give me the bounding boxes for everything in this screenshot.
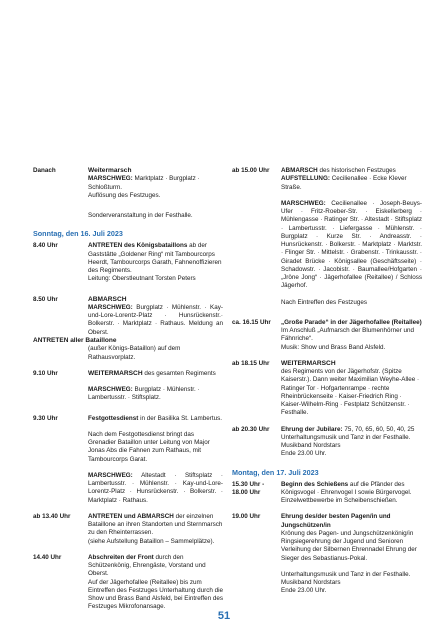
- entry-time: 14.40 Uhr: [33, 553, 62, 561]
- entry-2030: [232, 426, 422, 459]
- entry-time: 9.10 Uhr: [33, 369, 58, 377]
- entry-time: 15.30 Uhr -: [232, 480, 265, 488]
- entry-time: ab 13.40 Uhr: [33, 512, 71, 520]
- entry-1340: [33, 513, 223, 546]
- entry-title: ABMARSCH des historischen Festzuges: [281, 167, 396, 174]
- entry-music: Musik: Show und Brass Band Alsfeld.: [281, 343, 386, 351]
- entry-end: Ende 23.00 Uhr.: [281, 587, 327, 595]
- day-heading-sunday: Sonntag, den 16. Juli 2023: [33, 229, 123, 239]
- entry-850: [33, 296, 223, 337]
- entry-paragraph: Im Anschluß „Aufmarsch der Blumenhörner und Fähnriche“.: [281, 327, 414, 343]
- entry-1615: [232, 319, 422, 352]
- entry-text: Beginn des Schießens auf die Pfänder des Königsvogel · Ehrenvogel I sowie Bürgervogel. Einzelwettbewerbe im Scheibenschießen.: [281, 480, 412, 504]
- entry-note: (siehe Aufstellung Bataillon – Sammelplätze).: [88, 537, 215, 545]
- entry-time: ca. 16.15 Uhr: [232, 318, 271, 326]
- entry-time: Danach: [33, 167, 56, 174]
- entry-paragraph: Nach dem Festgottesdienst bringt das Grenadier Bataillon unter Leitung von Major Jonas Abs die Fahnen zum Rathaus, mit Tambourcorps Garat.: [88, 430, 210, 463]
- entry-time: 8.50 Uhr: [33, 295, 58, 303]
- entry-lead: Leitung: Oberstleutnant Torsten Peters: [88, 275, 196, 283]
- entry-text: Abschreiten der Front durch den Schützenkönig, Ehrengäste, Vorstand und Oberst.: [88, 553, 206, 578]
- entry-end: Ende 23.00 Uhr.: [281, 450, 327, 458]
- entry-time: ab 15.00 Uhr: [232, 167, 270, 174]
- left-column: [33, 167, 223, 612]
- entry-music: Unterhaltungsmusik und Tanz in der Festhalle. Musikband Nordstars: [281, 570, 411, 586]
- entry-after: Nach Eintreffen des Festzuges: [281, 298, 367, 306]
- day-heading-monday: Montag, den 17. Juli 2023: [232, 467, 319, 477]
- entry-route: MARSCHWEG: Burgplatz · Mühlenstr. · Kay-und-Lore-Lorentz-Platz · Hunsrückenstr.· Bolkerstr. · Marktplatz · Rathaus. Meldung an Oberst.: [88, 303, 223, 336]
- entry-setup: AUFSTELLUNG: Cecilienallee · Ecke Klever Straße.: [281, 175, 407, 191]
- entry-title: ABMARSCH: [88, 295, 127, 303]
- entry-time: ab 18.15 Uhr: [232, 359, 270, 367]
- entry-840: [33, 242, 223, 283]
- entry-time: ab 20.30 Uhr: [232, 425, 270, 433]
- right-column: [232, 167, 422, 596]
- entry-paragraph: Unterhaltungsmusik und Tanz in der Festhalle. Musikband Nordstars: [281, 433, 411, 449]
- entry-title: Ehrung des/der besten Pagen/in und Jungschützen/in: [281, 513, 391, 529]
- entry-title: Ehrung der Jubilare: 75, 70, 65, 60, 50, 40, 25: [281, 425, 415, 433]
- bataillone-title: ANTRETEN aller Bataillone: [33, 336, 117, 344]
- entry-1500: [232, 167, 422, 307]
- entry-text: ANTRETEN des Königsbataillons ab der Gaststätte „Goldener Ring“ mit Tambourcorps Heerdt, Tambourcorps Garath, Fahnenoffizieren des Regiments.: [88, 242, 222, 274]
- entry-1440: [33, 554, 223, 612]
- entry-time: 8.40 Uhr: [33, 242, 58, 250]
- entry-route: MARSCHWEG: Altestadt · Stiftsplatz · Lambertusstr. · Mühlenstr. · Kay-und-Lore-Lorentz-Platz · Hunsrückenstr. · Bolkerstr. · Marktplatz · Rathaus.: [88, 471, 223, 504]
- entry-time: 9.30 Uhr: [33, 414, 58, 422]
- entry-danach: [33, 167, 223, 220]
- entry-title: WEITERMARSCH: [281, 359, 336, 367]
- entry-910: [33, 370, 223, 403]
- entry-title: Weitermarsch: [88, 167, 132, 174]
- entry-time: 19.00 Uhr: [232, 513, 261, 521]
- bataillone-note: (außer Königs-Bataillon) auf dem Rathausvorplatz.: [88, 345, 181, 361]
- entry-1815: [232, 360, 422, 418]
- entry-1530: [232, 481, 422, 506]
- entry-bataillone: [33, 337, 223, 362]
- entry-930: [33, 415, 223, 505]
- entry-route: MARSCHWEG: Cecilienallee · Joseph-Beuys-Ufer · Fritz-Roeber-Str. · Eiskellerberg · Mühlengasse · Ratinger Str. · Altestadt · Stiftsplatz · Lambertusstr. · Liefergasse · Mühlenstr. · Burgplatz · Kurze Str. · Andreasstr. · Hunsrückenstr. · Bolkerstr. · Marktplatz · Marktstr. · Flinger Str. · Mittelstr. · Grabenstr. · Trinkausstr. · Giradet Brücke · Königsallee (Geschäftsseite) · Schadowstr. · Jacobistr. · Baumallee/Hofgarten · „Jröne Jong“ · Jägerhofallee (Reitallee) / Schloss Jägerhof.: [281, 199, 422, 290]
- entry-text: ANTRETEN und ABMARSCH der einzelnen Bataillone an ihren Standorten und Sternmarsch zu den Rheinterrassen.: [88, 512, 223, 537]
- entry-time-end: 18.00 Uhr: [232, 488, 261, 496]
- entry-note: Auf der Jägerhofallee (Reitallee) bis zum Eintreffen des Festzuges Unterhaltung durch die Show und Brass Band Alsfeld, bei Eintreffen des Festzuges Mikrofonansage.: [88, 578, 224, 611]
- entry-paragraph: des Regiments von der Jägerhofstr. (Spitze Kaiserstr.). Dann weiter Maximilian Weyhe-Allee · Ratinger Tor · Hofgartenrampe · rechte Rheinbrückenseite · Kaiser-Friedrich Ring · Kaiser-Wilhelm-Ring · Festplatz Schützenstr. · Festhalle.: [281, 368, 420, 417]
- entry-title: „Große Parade“ in der Jägerhofallee (Reitallee): [281, 318, 422, 326]
- entry-extra: Sonderveranstaltung in der Festhalle.: [88, 212, 193, 219]
- entry-title: WEITERMARSCH des gesamten Regiments: [88, 369, 216, 377]
- entry-route: MARSCHWEG: Marktplatz · Burgplatz · Schloßturm.: [88, 175, 200, 191]
- entry-1900: [232, 513, 422, 595]
- entry-note: Auflösung des Festzuges.: [88, 191, 161, 199]
- page-number: 51: [217, 610, 231, 622]
- entry-route: MARSCHWEG: Burgplatz · Mühlenstr. · Lambertusstr. · Stiftsplatz.: [88, 386, 200, 402]
- entry-title: Festgottesdienst in der Basilika St. Lambertus.: [88, 414, 223, 422]
- entry-paragraph: Krönung des Pagen- und Jungschützenkönig/in Ringsiegerehrung der Jugend und Senioren Verleihung der Silbernen Ehrennadel Ehrung der Sieger des Sebastianus-Pokal.: [281, 529, 417, 562]
